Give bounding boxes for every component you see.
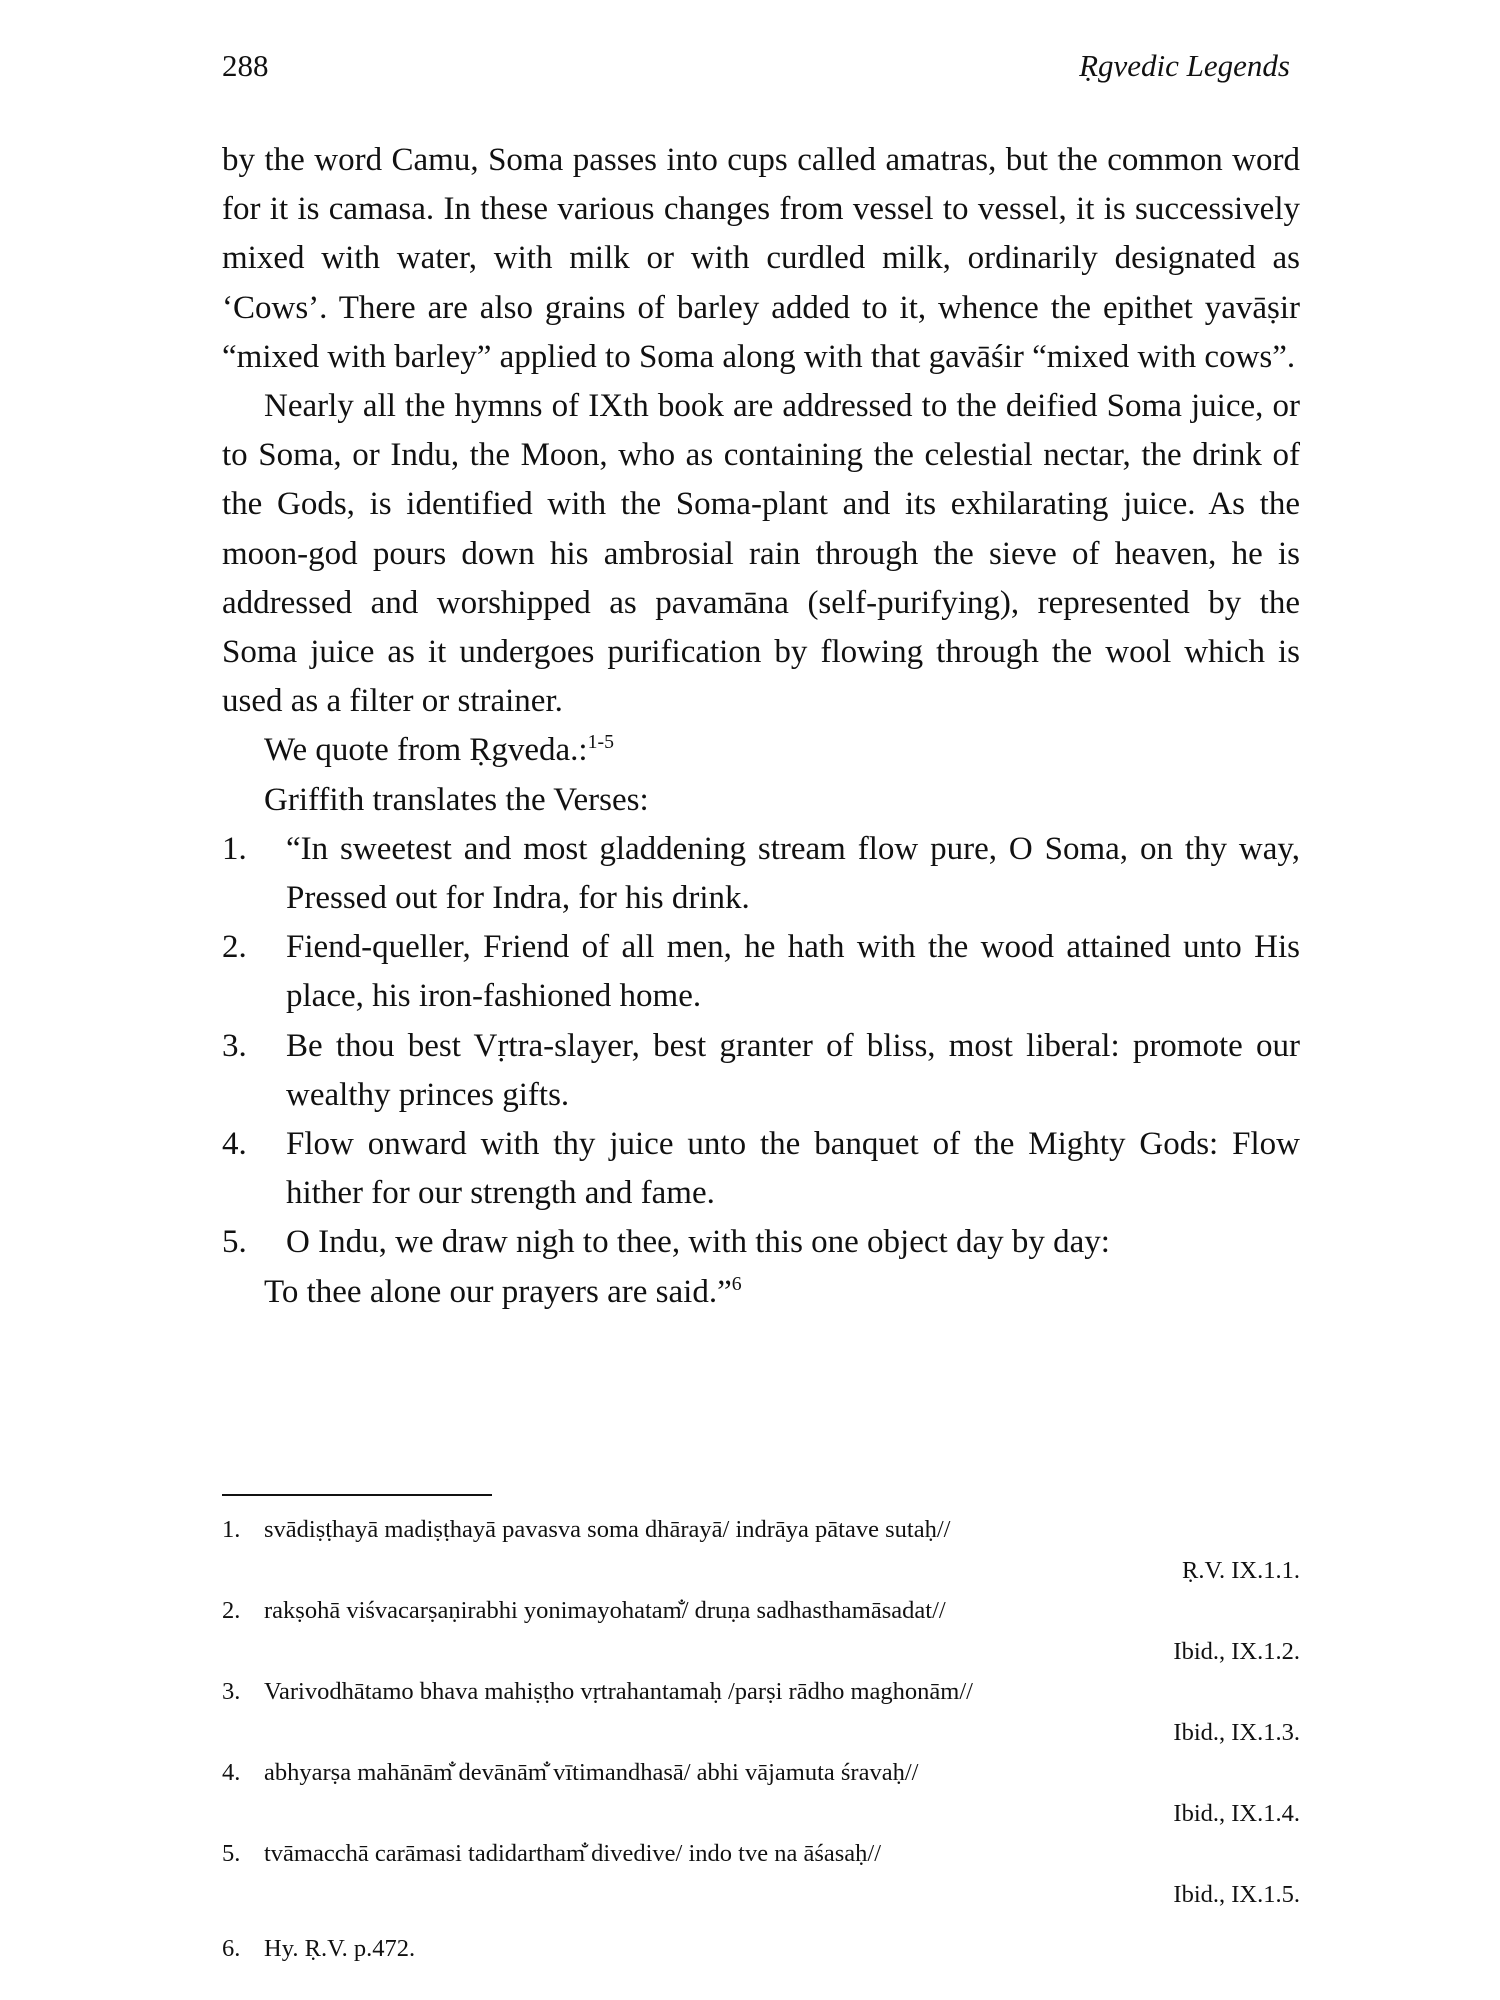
verse-line: O Indu, we draw nigh to thee, with this one object day by day: bbox=[286, 1224, 1110, 1261]
verse-line: To thee alone our prayers are said.” bbox=[264, 1273, 732, 1310]
footnote-ref: 6 bbox=[731, 1272, 742, 1295]
footnote-reference: Ibid., IX.1.2. bbox=[1173, 1637, 1300, 1665]
verse-number: 4. bbox=[222, 1126, 247, 1163]
page-number: 288 bbox=[222, 48, 269, 83]
quote-intro-text: We quote from Ṛgveda.: bbox=[264, 732, 588, 769]
griffith-intro: Griffith translates the Verses: bbox=[264, 781, 649, 818]
page-header bbox=[222, 48, 1290, 84]
verse-number: 1. bbox=[222, 830, 247, 867]
verse-list bbox=[222, 825, 1300, 1317]
verse-item bbox=[222, 825, 1300, 923]
footnote-number: 5. bbox=[222, 1840, 241, 1867]
footnote-number: 1. bbox=[222, 1516, 241, 1543]
paragraph-continued: by the word Camu, Soma passes into cups called amatras, but the common word for it is camasa. In these various changes from vessel to vessel, it is successively mixed with water, with milk or with curdled milk, ordinarily designated as ‘Cows’. There are also grains of barley added to it, whence the epithet yavāṣir “mixed with barley” applied to Soma along with that gavāśir “mixed with cows”. bbox=[222, 142, 1300, 375]
footnote bbox=[222, 1591, 1300, 1672]
verse-text bbox=[264, 1218, 1300, 1316]
footnote-text: svādiṣṭhayā madiṣṭhayā pavasva soma dhārayā/ indrāya pātave sutaḥ// bbox=[264, 1516, 951, 1543]
verse-text: Fiend-queller, Friend of all men, he hath with the wood attained unto His place, his iron-fashioned home. bbox=[286, 929, 1300, 1015]
footnote-number: 3. bbox=[222, 1678, 241, 1705]
footnote-text: Varivodhātamo bhava mahiṣṭho vṛtrahantamaḥ /parṣi rādho maghonām// bbox=[264, 1678, 973, 1705]
verse-number: 2. bbox=[222, 929, 247, 966]
footnote-reference: Ibid., IX.1.4. bbox=[1173, 1799, 1300, 1827]
footnote-number: 2. bbox=[222, 1597, 241, 1624]
footnote bbox=[222, 1510, 1300, 1591]
footnote-text: rakṣohā viśvacarṣaṇirabhi yonimayohatam̐/ druṇa sadhasthamāsadat// bbox=[264, 1597, 946, 1624]
footnote bbox=[222, 1834, 1300, 1915]
footnote bbox=[222, 1672, 1300, 1753]
footnote-text: abhyarṣa mahānām̐ devānām̐ vītimandhasā/ abhi vājamuta śravaḥ// bbox=[264, 1759, 919, 1786]
verse-text: “In sweetest and most gladdening stream flow pure, O Soma, on thy way, Pressed out for Indra, for his drink. bbox=[286, 830, 1300, 917]
paragraph-hymns: Nearly all the hymns of IXth book are addressed to the deified Soma juice, or to Soma, or Indu, the Moon, who as containing the celestial nectar, the drink of the Gods, is identified with the Soma-plant and its exhilarating juice. As the moon-god pours down his ambrosial rain through the sieve of heaven, he is addressed and worshipped as pavamāna (self-purifying), represented by the Soma juice as it undergoes purification by flowing through the wool which is used as a filter or strainer. bbox=[222, 388, 1300, 720]
footnote-reference: Ibid., IX.1.3. bbox=[1173, 1718, 1300, 1746]
footnote-number: 6. bbox=[222, 1935, 241, 1962]
main-text bbox=[222, 136, 1300, 1317]
verse-text: Flow onward with thy juice unto the banquet of the Mighty Gods: Flow hither for our strength and fame. bbox=[286, 1126, 1300, 1212]
footnote-number: 4. bbox=[222, 1759, 241, 1786]
verse-number: 5. bbox=[222, 1224, 247, 1261]
footnote bbox=[222, 1929, 1300, 1970]
footnote-ref: 1-5 bbox=[587, 731, 614, 754]
footnote bbox=[222, 1753, 1300, 1834]
footnote-reference: Ibid., IX.1.5. bbox=[1173, 1880, 1300, 1908]
footnote-text: Hy. Ṛ.V. p.472. bbox=[264, 1935, 416, 1962]
quote-intro bbox=[222, 726, 1300, 775]
verse-item bbox=[222, 1022, 1300, 1120]
verse-text: Be thou best Vṛtra-slayer, best granter of bliss, most liberal: promote our wealthy princes gifts. bbox=[286, 1027, 1300, 1113]
running-title: Ṛgvedic Legends bbox=[1079, 48, 1290, 83]
footnote-text: tvāmacchā carāmasi tadidartham̐ divedive/ indo tve na āśasaḥ// bbox=[264, 1840, 882, 1867]
footnote-reference: Ṛ.V. IX.1.1. bbox=[1182, 1556, 1300, 1584]
verse-item bbox=[222, 923, 1300, 1021]
verse-item bbox=[222, 1120, 1300, 1218]
verse-item bbox=[222, 1218, 1300, 1316]
footnotes bbox=[222, 1510, 1300, 1970]
footnote-divider bbox=[222, 1494, 492, 1496]
verse-number: 3. bbox=[222, 1027, 247, 1064]
